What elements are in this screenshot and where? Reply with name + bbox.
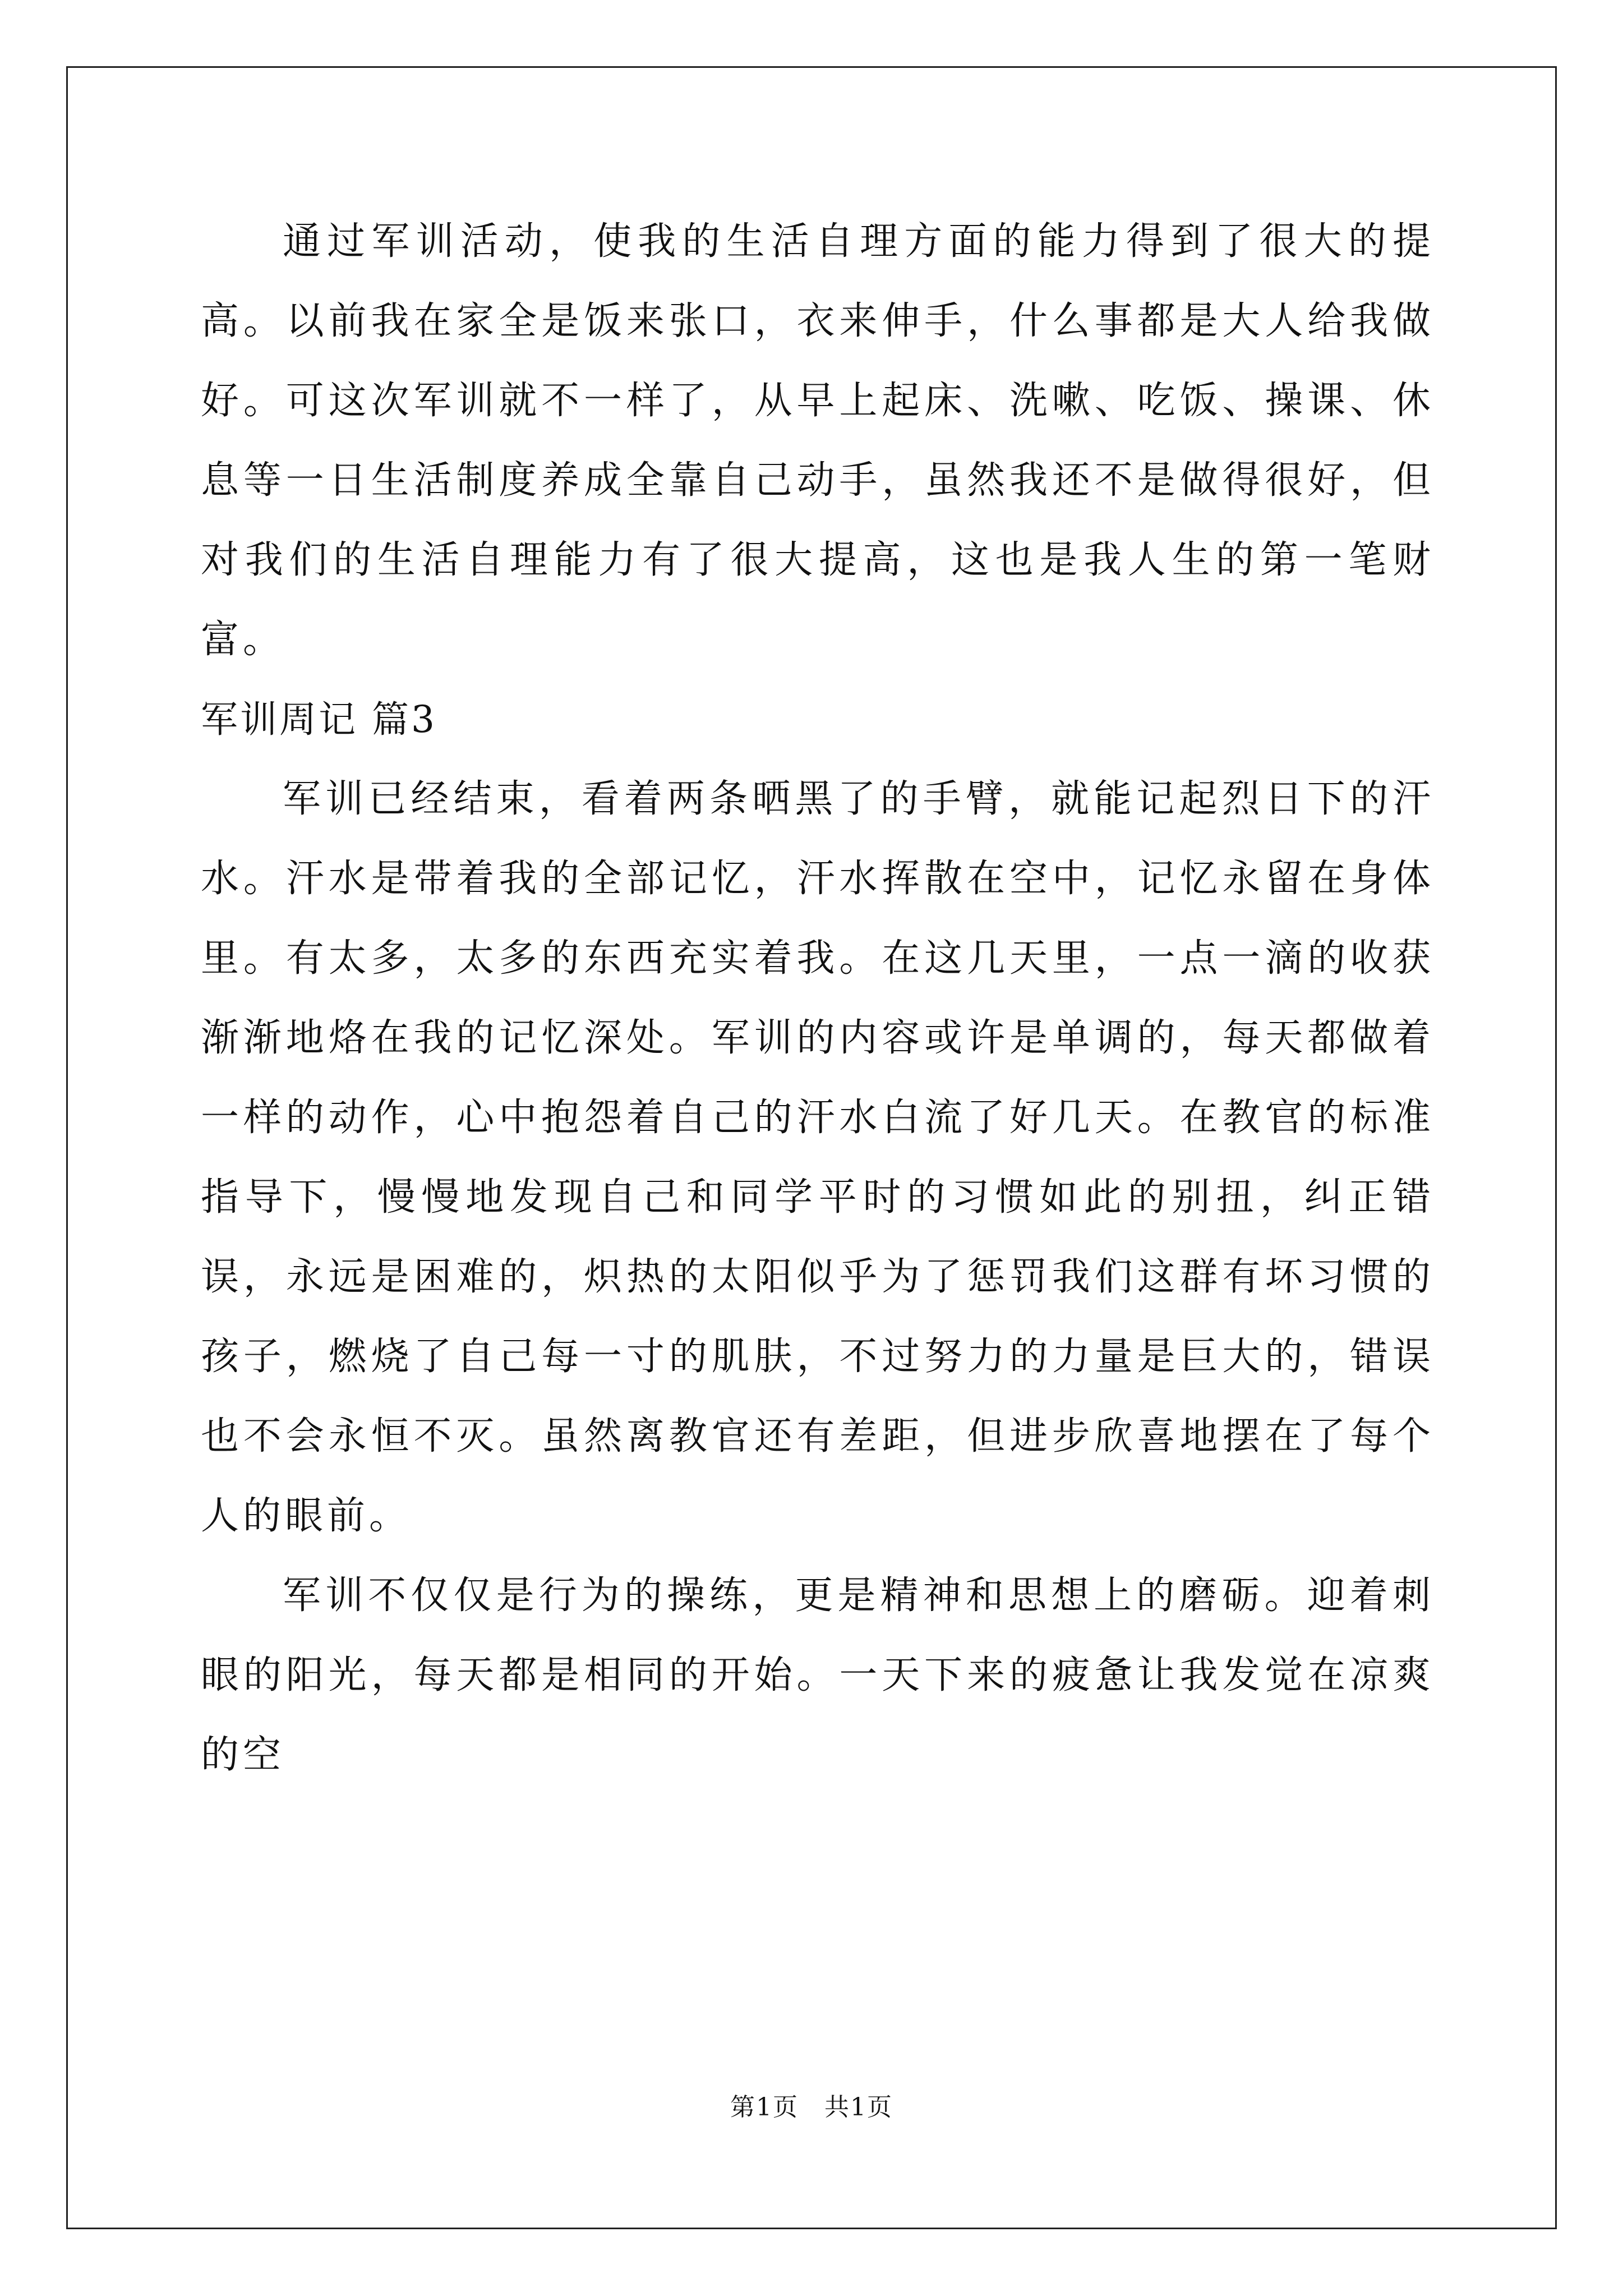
page-footer: 第1页 共1页 [730, 2093, 893, 2122]
document-body [201, 202, 1435, 1795]
paragraph-3: 军训不仅仅是行为的操练，更是精神和思想上的磨砺。迎着刺眼的阳光，每天都是相同的开始。一天下来的疲惫让我发觉在凉爽的空 [201, 1573, 1435, 1777]
paragraph-1: 通过军训活动，使我的生活自理方面的能力得到了很大的提高。以前我在家全是饭来张口，衣来伸手，什么事都是大人给我做好。可这次军训就不一样了，从早上起床、洗嗽、吃饭、操课、休息等一日生活制度养成全靠自己动手，虽然我还不是做得很好，但对我们的生活自理能力有了很大提高，这也是我人生的第一笔财富。 [201, 219, 1435, 662]
section-heading: 军训周记 篇3 [201, 698, 437, 741]
paragraph-2: 军训已经结束，看着两条晒黑了的手臂，就能记起烈日下的汗水。汗水是带着我的全部记忆，汗水挥散在空中，记忆永留在身体里。有太多，太多的东西充实着我。在这几天里，一点一滴的收获渐渐地烙在我的记忆深处。军训的内容或许是单调的，每天都做着一样的动作，心中抱怨着自己的汗水白流了好几天。在教官的标准指导下，慢慢地发现自己和同学平时的习惯如此的别扭，纠正错误，永远是困难的，炽热的太阳似乎为了惩罚我们这群有坏习惯的孩子，燃烧了自己每一寸的肌肤，不过努力的力量是巨大的，错误也不会永恒不灭。虽然离教官还有差距，但进步欣喜地摆在了每个人的眼前。 [201, 777, 1435, 1538]
